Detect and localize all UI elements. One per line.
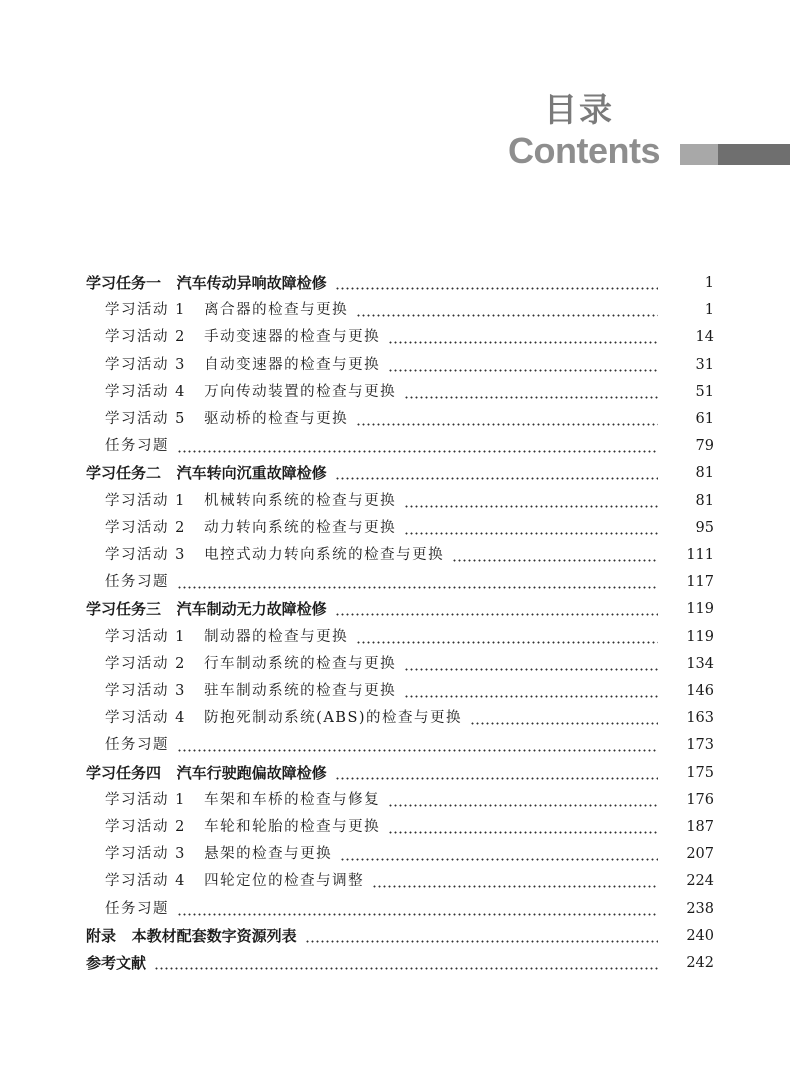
toc-page-number: 146	[686, 683, 714, 699]
toc-activity-entry[interactable]	[0, 429, 790, 456]
dot-leader	[177, 899, 658, 919]
dot-leader	[452, 545, 658, 565]
dot-leader	[388, 327, 658, 347]
dot-leader	[372, 871, 658, 891]
dot-leader	[404, 654, 658, 674]
toc-page-number: 1	[704, 275, 714, 291]
toc-page-number: 81	[695, 492, 714, 509]
dot-leader	[340, 844, 658, 864]
toc-entry-title: 学习任务二 汽车转向沉重故障检修	[86, 464, 327, 483]
toc-entry-title: 学习活动 3 悬架的检查与更换	[105, 846, 333, 863]
toc-page-number: 111	[686, 547, 714, 563]
toc-activity-entry[interactable]	[0, 538, 790, 565]
toc-entry-title: 附录 本教材配套数字资源列表	[86, 926, 297, 945]
toc-page-number: 117	[686, 574, 714, 591]
toc-activity-entry[interactable]	[0, 728, 790, 755]
toc-task-entry[interactable]	[0, 946, 790, 973]
toc-entry-title: 学习活动 1 机械转向系统的检查与更换	[105, 492, 397, 509]
toc-page-number: 187	[686, 819, 714, 835]
toc-page-number: 240	[686, 927, 714, 944]
dot-leader	[356, 300, 658, 320]
dot-leader	[335, 273, 658, 293]
dot-leader	[470, 708, 658, 728]
toc-task-entry[interactable]	[0, 456, 790, 483]
dot-leader	[404, 491, 658, 511]
dot-leader	[335, 763, 658, 783]
dot-leader	[404, 518, 658, 538]
dot-leader	[177, 436, 658, 456]
toc-activity-entry[interactable]	[0, 647, 790, 674]
toc-task-entry[interactable]	[0, 266, 790, 293]
toc-entry-title: 任务习题	[105, 737, 169, 754]
toc-activity-entry[interactable]	[0, 320, 790, 347]
toc-activity-entry[interactable]	[0, 783, 790, 810]
toc-page-number: 224	[686, 873, 714, 890]
toc-activity-entry[interactable]	[0, 402, 790, 429]
toc-entry-title: 学习活动 4 防抱死制动系统(ABS)的检查与更换	[105, 710, 463, 727]
toc-activity-entry[interactable]	[0, 701, 790, 728]
toc-entry-title: 学习活动 4 四轮定位的检查与调整	[105, 873, 365, 890]
toc-page-number: 1	[704, 302, 714, 319]
toc-task-entry[interactable]	[0, 592, 790, 619]
toc-activity-entry[interactable]	[0, 484, 790, 511]
toc-task-entry[interactable]	[0, 756, 790, 783]
toc-page-number: 238	[686, 900, 714, 917]
toc-page-number: 242	[686, 955, 714, 971]
toc-entry-title: 学习活动 1 离合器的检查与更换	[105, 302, 349, 319]
toc-activity-entry[interactable]	[0, 293, 790, 320]
toc-page-number: 176	[686, 791, 714, 808]
toc-page-number: 14	[695, 329, 714, 346]
toc-activity-entry[interactable]	[0, 810, 790, 837]
toc-activity-entry[interactable]	[0, 511, 790, 538]
dot-leader	[356, 409, 658, 429]
dot-leader	[154, 953, 658, 973]
dot-leader	[335, 599, 658, 619]
toc-page-number: 119	[686, 628, 714, 645]
toc-activity-entry[interactable]	[0, 892, 790, 919]
toc-page-number: 119	[686, 601, 714, 618]
toc-entry-title: 学习活动 2 手动变速器的检查与更换	[105, 329, 381, 346]
decorative-bar-dark	[718, 144, 790, 165]
toc-page-number: 134	[686, 655, 714, 672]
toc-page-number: 95	[695, 519, 714, 536]
decorative-bar-light	[680, 144, 718, 165]
toc-entry-title: 学习活动 4 万向传动装置的检查与更换	[105, 383, 397, 400]
dot-leader	[177, 572, 658, 592]
dot-leader	[305, 926, 658, 946]
toc-activity-entry[interactable]	[0, 375, 790, 402]
toc-page-number: 79	[695, 438, 714, 455]
toc-page-number: 31	[695, 356, 714, 373]
dot-leader	[388, 817, 658, 837]
toc-entry-title: 学习任务三 汽车制动无力故障检修	[86, 600, 327, 619]
toc-page-number: 163	[686, 710, 714, 727]
toc-entry-title: 学习活动 2 动力转向系统的检查与更换	[105, 519, 397, 536]
toc-entry-title: 学习活动 3 电控式动力转向系统的检查与更换	[105, 547, 445, 563]
toc-task-entry[interactable]	[0, 919, 790, 946]
toc-page-number: 173	[686, 737, 714, 754]
toc-entry-title: 学习活动 1 车架和车桥的检查与修复	[105, 791, 381, 808]
toc-entry-title: 学习活动 1 制动器的检查与更换	[105, 628, 349, 645]
toc-activity-entry[interactable]	[0, 864, 790, 891]
dot-leader	[388, 355, 658, 375]
toc-entry-title: 任务习题	[105, 900, 169, 917]
toc-entry-title: 学习任务四 汽车行驶跑偏故障检修	[86, 763, 327, 782]
dot-leader	[404, 681, 658, 701]
toc-page-number: 207	[686, 846, 714, 863]
dot-leader	[335, 463, 658, 483]
toc-entry-title: 学习活动 3 自动变速器的检查与更换	[105, 356, 381, 373]
toc-page-number: 81	[695, 465, 714, 482]
toc-activity-entry[interactable]	[0, 348, 790, 375]
dot-leader	[404, 382, 658, 402]
toc-page-number: 51	[695, 383, 714, 400]
toc-entry-title: 任务习题	[105, 574, 169, 591]
title-english: Contents	[508, 130, 660, 171]
toc-page-number: 175	[686, 764, 714, 781]
contents-header	[0, 0, 790, 200]
toc-entry-title: 学习活动 3 驻车制动系统的检查与更换	[105, 683, 397, 699]
toc-entry-title: 参考文献	[86, 954, 147, 972]
toc-activity-entry[interactable]	[0, 837, 790, 864]
toc-activity-entry[interactable]	[0, 565, 790, 592]
toc-activity-entry[interactable]	[0, 620, 790, 647]
toc-entry-title: 学习活动 2 车轮和轮胎的检查与更换	[105, 819, 381, 835]
toc-entry-title: 任务习题	[105, 438, 169, 455]
toc-activity-entry[interactable]	[0, 674, 790, 701]
toc-entry-title: 学习任务一 汽车传动异响故障检修	[86, 274, 327, 292]
toc-entry-title: 学习活动 5 驱动桥的检查与更换	[105, 411, 349, 427]
dot-leader	[356, 627, 658, 647]
dot-leader	[388, 790, 658, 810]
toc-page-number: 61	[695, 411, 714, 427]
dot-leader	[177, 735, 658, 755]
title-chinese: 目录	[544, 90, 614, 129]
toc-entry-title: 学习活动 2 行车制动系统的检查与更换	[105, 655, 397, 672]
